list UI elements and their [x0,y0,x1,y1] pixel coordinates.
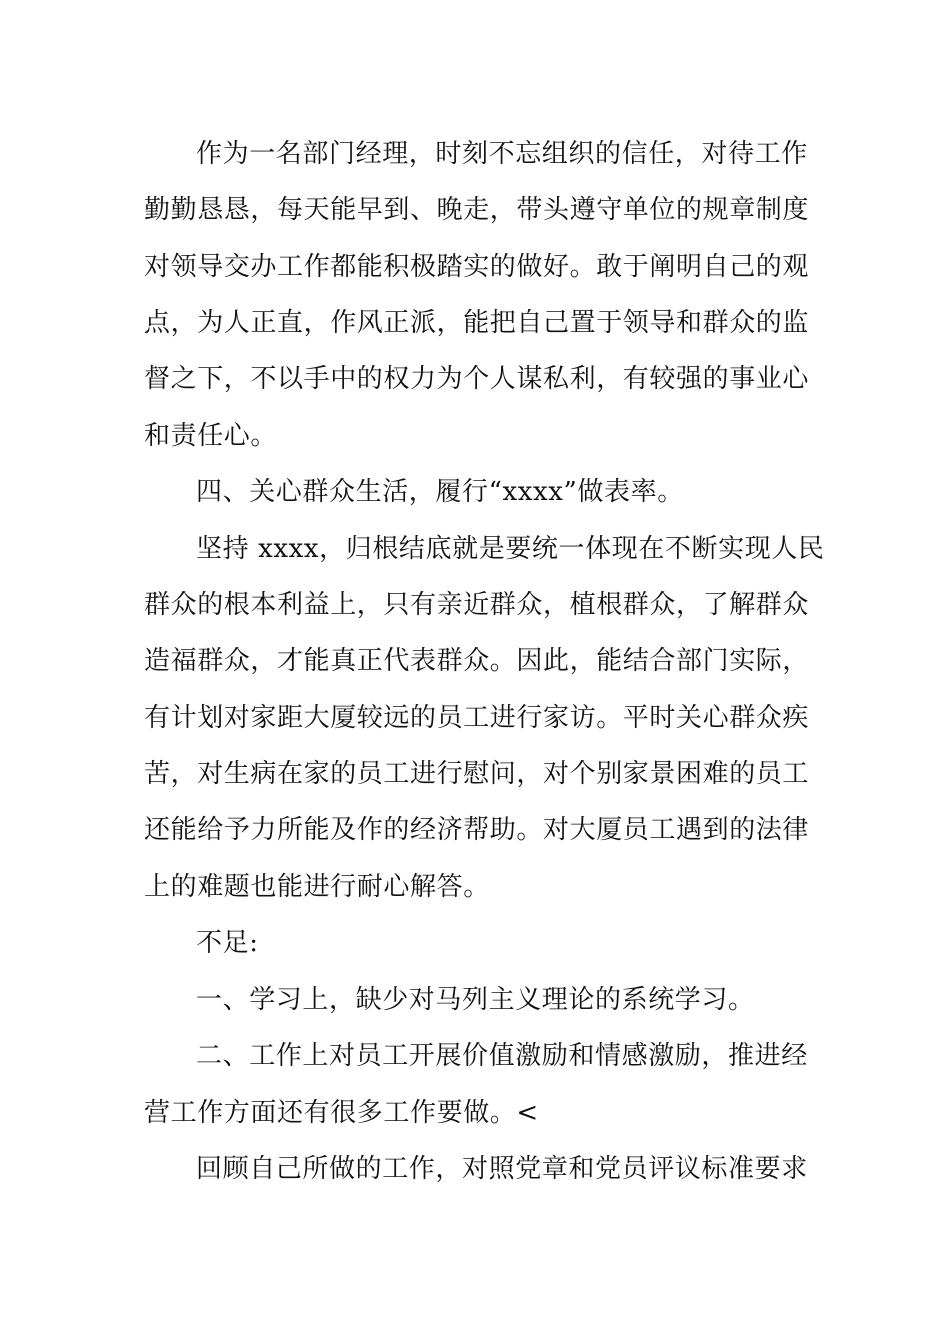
text-line: 和责任心。 [144,421,278,451]
text-line: 督之下，不以手中的权力为个人谋私利，有较强的事业心 [144,364,810,394]
text-line: 有计划对家距大厦较远的员工进行家访。平时关心群众疾 [144,703,810,733]
section-heading: 不足: [196,928,259,958]
text-line: 苦，对生病在家的员工进行慰问，对个别家景困难的员工 [144,759,810,789]
text-line: 坚持 xxxx，归根结底就是要统一体现在不断实现人民 [196,534,825,564]
text-line: 二、工作上对员工开展价值激励和情感激励，推进经 [196,1041,808,1071]
text-line: 对领导交办工作都能积极踏实的做好。敢于阐明自己的观 [144,252,810,282]
text-line: 回顾自己所做的工作，对照党章和党员评议标准要求 [196,1154,808,1184]
text-line: 作为一名部门经理，时刻不忘组织的信任，对待工作 [196,139,808,169]
text-line: 还能给予力所能及作的经济帮助。对大厦员工遇到的法律 [144,815,810,845]
text-line: 点，为人正直，作风正派，能把自己置于领导和群众的监 [144,308,810,338]
text-line: 上的难题也能进行耐心解答。 [144,872,490,902]
text-line: 营工作方面还有很多工作要做。< [144,1098,539,1128]
text-line: 造福群众，才能真正代表群众。因此，能结合部门实际， [144,646,810,676]
text-line: 群众的根本利益上，只有亲近群众，植根群众，了解群众 [144,590,810,620]
text-line: 一、学习上，缺少对马列主义理论的系统学习。 [196,985,755,1015]
text-line: 勤勤恳恳，每天能早到、晚走，带头遵守单位的规章制度 [144,195,810,225]
section-heading: 四、关心群众生活，履行“xxxx”做表率。 [196,477,684,507]
